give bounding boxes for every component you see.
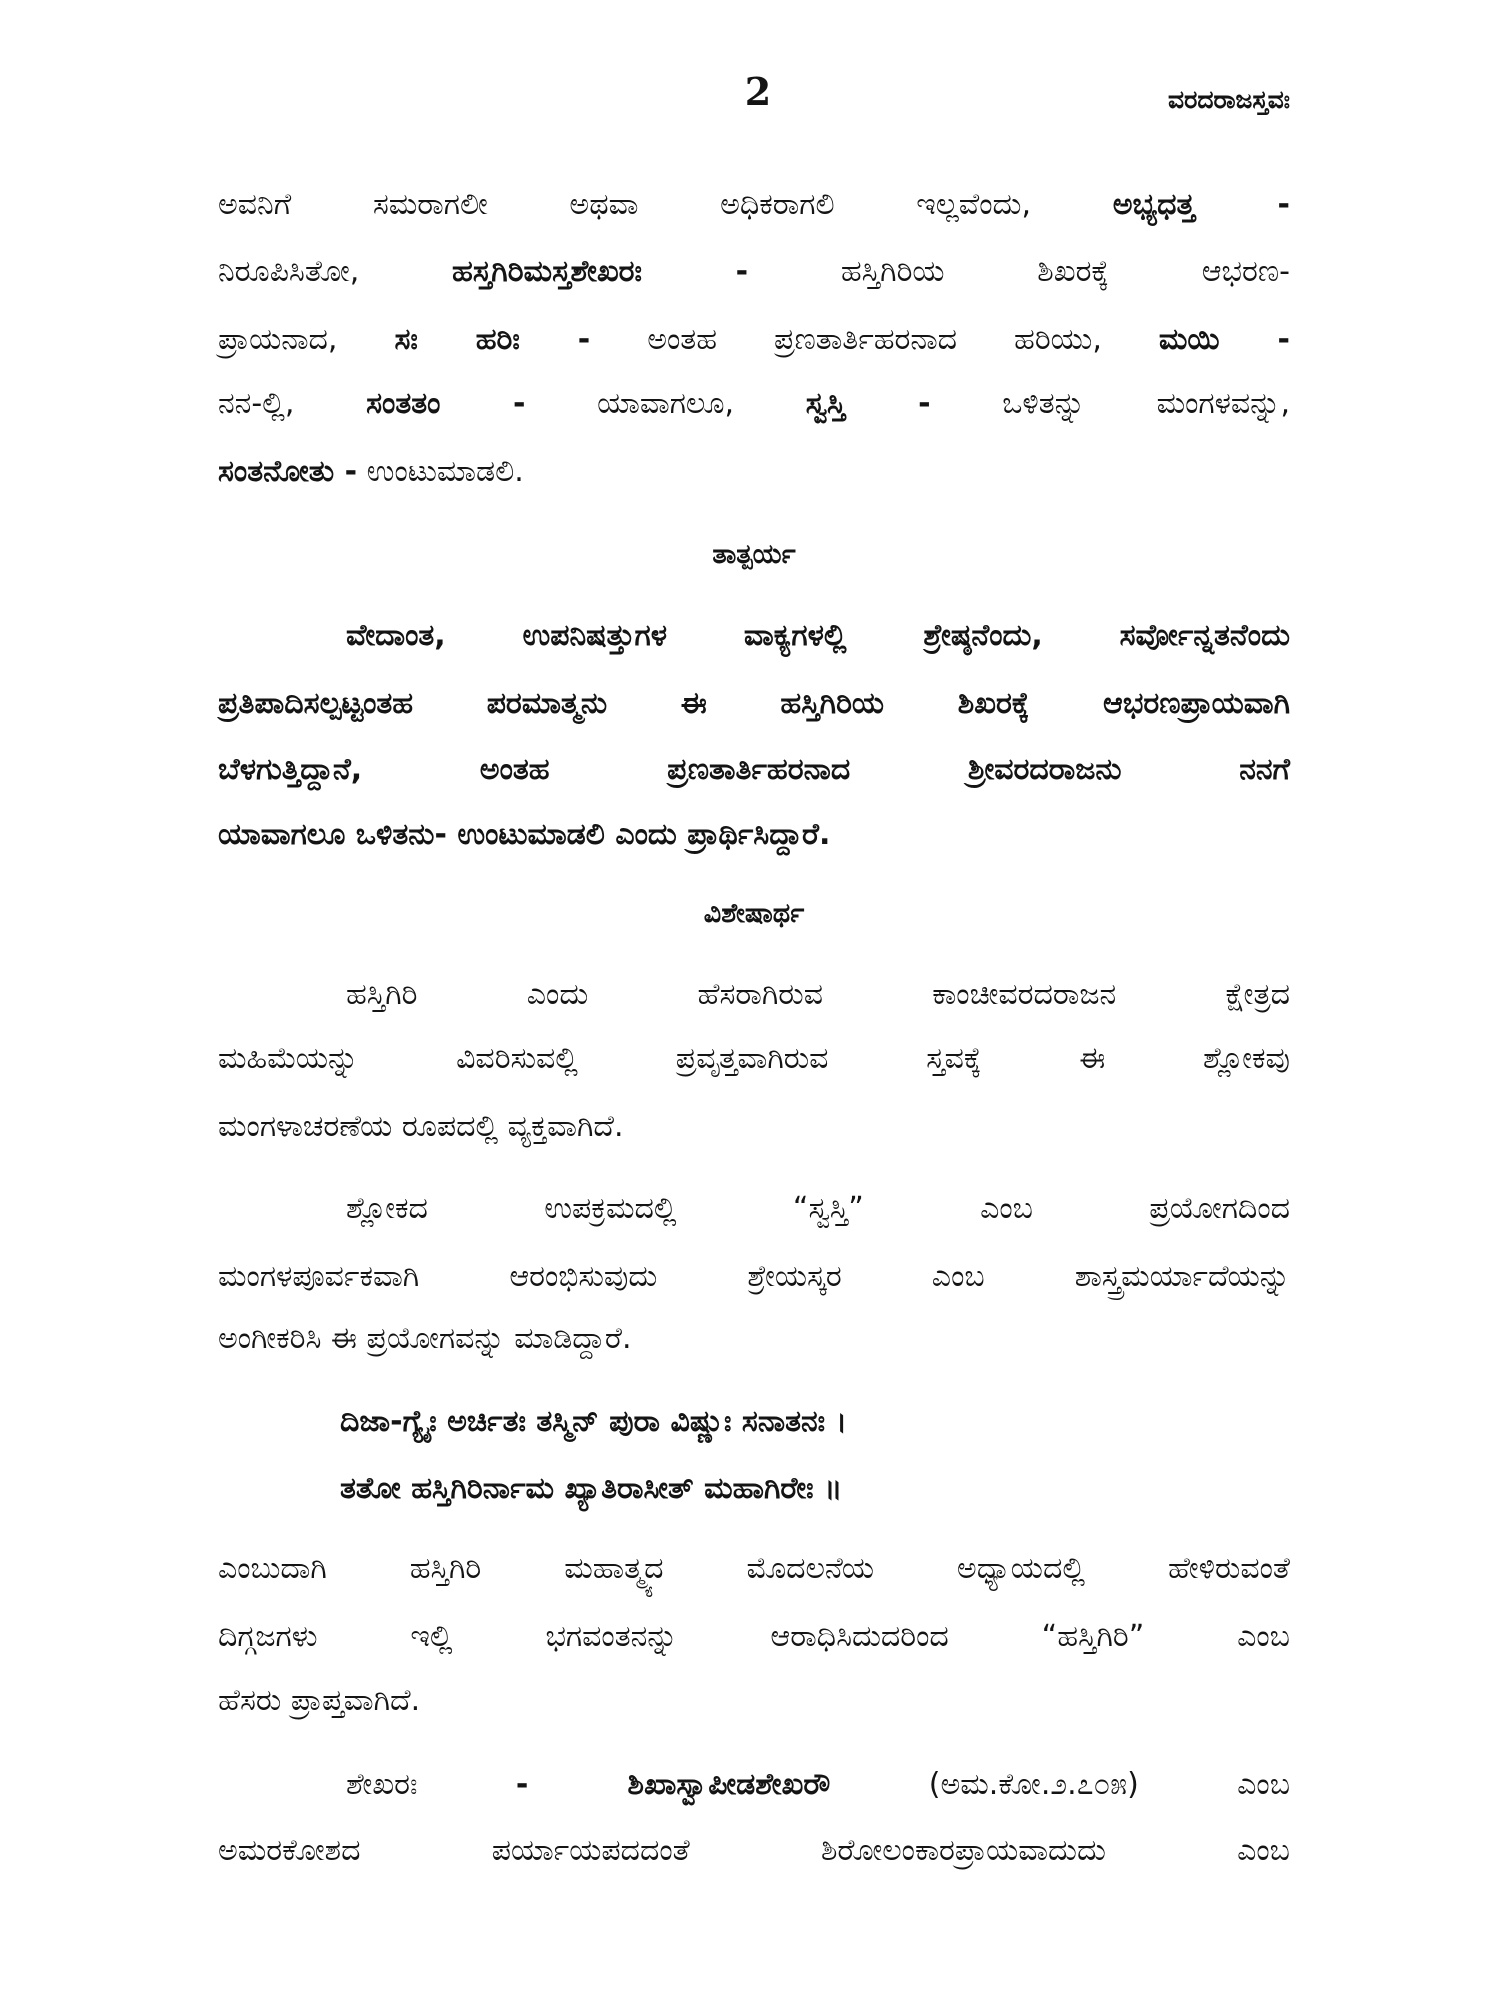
text-segment: ಹಸ್ತಿಗಿರಿ ಎಂದು ಹೆಸರಾಗಿರುವ ಕಾಂಚೀವರದರಾಜನ ಕ್ಷೇತ್ರದ xyxy=(346,977,1290,1012)
bold-term: ಹಸ್ತಗಿರಿಮಸ್ತಶೇಖರಃ - xyxy=(452,254,749,289)
section-heading-tatparya: ತಾತ್ಪರ್ಯ xyxy=(712,539,796,570)
text-segment: ಅಂಗೀಕರಿಸಿ ಈ ಪ್ರಯೋಗವನ್ನು ಮಾಡಿದ್ದಾರೆ. xyxy=(218,1321,632,1356)
text-line xyxy=(346,1181,1290,1237)
verse-line xyxy=(340,1394,1290,1450)
text-line xyxy=(218,444,1290,500)
text-line xyxy=(218,1541,1290,1597)
text-segment: ಬೆಳಗುತ್ತಿದ್ದಾನೆ, ಅಂತಹ ಪ್ರಣತಾರ್ತಿಹರನಾದ ಶ್ರೀವರದರಾಜನು ನನಗೆ xyxy=(218,752,1290,787)
text-segment: ದಿಗ್ಗಜಗಳು ಇಲ್ಲಿ ಭಗವಂತನನ್ನು ಆರಾಧಿಸಿದುದರಿಂದ “ಹಸ್ತಿಗಿರಿ” ಎಂಬ xyxy=(218,1619,1290,1654)
text-segment: ಯಾವಾಗಲೂ ಒಳಿತನು- ಉಂಟುಮಾಡಲಿ ಎಂದು ಪ್ರಾರ್ಥಿಸಿದ್ದಾರೆ. xyxy=(218,817,831,852)
text-segment: ಅಂತಹ ಪ್ರಣತಾರ್ತಿಹರನಾದ ಹರಿಯು, xyxy=(647,322,1102,357)
text-segment: ವೇದಾಂತ, ಉಪನಿಷತ್ತುಗಳ ವಾಕ್ಯಗಳಲ್ಲಿ ಶ್ರೇಷ್ಠನೆಂದು, ಸರ್ವೋನ್ನತನೆಂದು xyxy=(346,618,1290,653)
verse-text: ತತೋ ಹಸ್ತಿಗಿರಿರ್ನಾಮ ಖ್ಯಾತಿರಾಸೀತ್ ಮಹಾಗಿರೇಃ ॥ xyxy=(340,1471,843,1506)
bold-term: ಸಂತತಂ - xyxy=(366,386,526,421)
text-line xyxy=(346,1757,1290,1813)
text-segment: ಎಂಬುದಾಗಿ ಹಸ್ತಿಗಿರಿ ಮಹಾತ್ಮ್ಯದ ಮೊದಲನೆಯ ಅಧ್ಯಾಯದಲ್ಲಿ ಹೇಳಿರುವಂತೆ xyxy=(218,1551,1290,1586)
text-line xyxy=(218,1249,1290,1305)
page-number: 2 xyxy=(744,69,772,114)
text-segment: ಮಂಗಳಾಚರಣೆಯ ರೂಪದಲ್ಲಿ ವ್ಯಕ್ತವಾಗಿದೆ. xyxy=(218,1109,624,1144)
text-line xyxy=(218,676,1290,732)
text-line xyxy=(218,1099,1290,1155)
section-heading-visheshartha: ವಿಶೇಷಾರ್ಥ xyxy=(703,898,805,929)
text-segment: ಮಂಗಳಪೂರ್ವಕವಾಗಿ ಆರಂಭಿಸುವುದು ಶ್ರೇಯಸ್ಕರ ಎಂಬ ಶಾಸ್ತ್ರಮರ್ಯಾದೆಯನ್ನು xyxy=(218,1259,1290,1294)
text-line xyxy=(218,177,1290,233)
text-segment: ನಿರೂಪಿಸಿತೋ, xyxy=(218,254,360,289)
text-segment: ಉಂಟುಮಾಡಲಿ. xyxy=(366,454,524,489)
text-segment: ಹೆಸರು ಪ್ರಾಪ್ತವಾಗಿದೆ. xyxy=(218,1683,421,1718)
text-segment: ಯಾವಾಗಲೂ, xyxy=(597,386,735,421)
text-line xyxy=(218,1311,1290,1367)
text-segment: ಹಸ್ತಿಗಿರಿಯ ಶಿಖರಕ್ಕೆ ಆಭರಣ- xyxy=(840,254,1290,289)
text-line xyxy=(218,807,1290,863)
bold-term: ಸಃ ಹರಿಃ - xyxy=(394,322,591,357)
text-segment: ಅವನಿಗೆ ಸಮರಾಗಲೀ ಅಥವಾ ಅಧಿಕರಾಗಲಿ ಇಲ್ಲವೆಂದು, xyxy=(218,187,1031,222)
text-segment: ಶೇಖರಃ xyxy=(346,1767,418,1802)
bold-term: ಅಭ್ಯಧತ್ತ - xyxy=(1112,187,1290,222)
text-line xyxy=(218,1823,1290,1879)
text-line xyxy=(218,1031,1290,1087)
text-line xyxy=(346,967,1290,1023)
text-segment: ಒಳಿತನ್ನು ಮಂಗಳವನ್ನು, xyxy=(1002,386,1290,421)
text-line xyxy=(218,312,1290,368)
verse-text: ದಿಜಾ-ಗ್ಯೈಃ ಅರ್ಚಿತಃ ತಸ್ಮಿನ್ ಪುರಾ ವಿಷ್ಣುಃ ಸನಾತನಃ । xyxy=(340,1404,847,1439)
text-segment: ಪ್ರಾಯನಾದ, xyxy=(218,322,338,357)
bold-term: ಸಂತನೋತು - xyxy=(218,454,358,489)
bold-term: ಮಯಿ - xyxy=(1158,322,1290,357)
text-line xyxy=(218,244,1290,300)
text-segment: ಅಮರಕೋಶದ ಪರ್ಯಾಯಪದದಂತೆ ಶಿರೋಲಂಕಾರಪ್ರಾಯವಾದುದು ಎಂಬ xyxy=(218,1833,1290,1868)
text-segment: ಪ್ರತಿಪಾದಿಸಲ್ಪಟ್ಟಂತಹ ಪರಮಾತ್ಮನು ಈ ಹಸ್ತಿಗಿರಿಯ ಶಿಖರಕ್ಕೆ ಆಭರಣಪ್ರಾಯವಾಗಿ xyxy=(218,686,1290,721)
bold-term: - ಶಿಖಾಸ್ವಾಪೀಡಶೇಖರೌ xyxy=(515,1767,831,1802)
text-line xyxy=(218,742,1290,798)
text-line xyxy=(218,1673,1290,1729)
text-segment: ಮಹಿಮೆಯನ್ನು ವಿವರಿಸುವಲ್ಲಿ ಪ್ರವೃತ್ತವಾಗಿರುವ ಸ್ತವಕ್ಕೆ ಈ ಶ್ಲೋಕವು xyxy=(218,1041,1290,1076)
text-segment: ನನ-ಲ್ಲಿ, xyxy=(218,386,295,421)
text-segment: ಶ್ಲೋಕದ ಉಪಕ್ರಮದಲ್ಲಿ “ಸ್ವಸ್ತಿ” ಎಂಬ ಪ್ರಯೋಗದಿಂದ xyxy=(346,1191,1290,1226)
running-title: ವರದರಾಜಸ್ತವಃ xyxy=(1168,85,1290,114)
text-line xyxy=(218,1609,1290,1665)
bold-term: ಸ್ವಸ್ತಿ - xyxy=(805,386,931,421)
text-line xyxy=(218,376,1290,432)
text-segment: (ಅಮ.ಕೋ.೨.೭೦೫) ಎಂಬ xyxy=(928,1767,1290,1802)
text-line xyxy=(346,608,1290,664)
verse-line xyxy=(340,1461,1290,1517)
